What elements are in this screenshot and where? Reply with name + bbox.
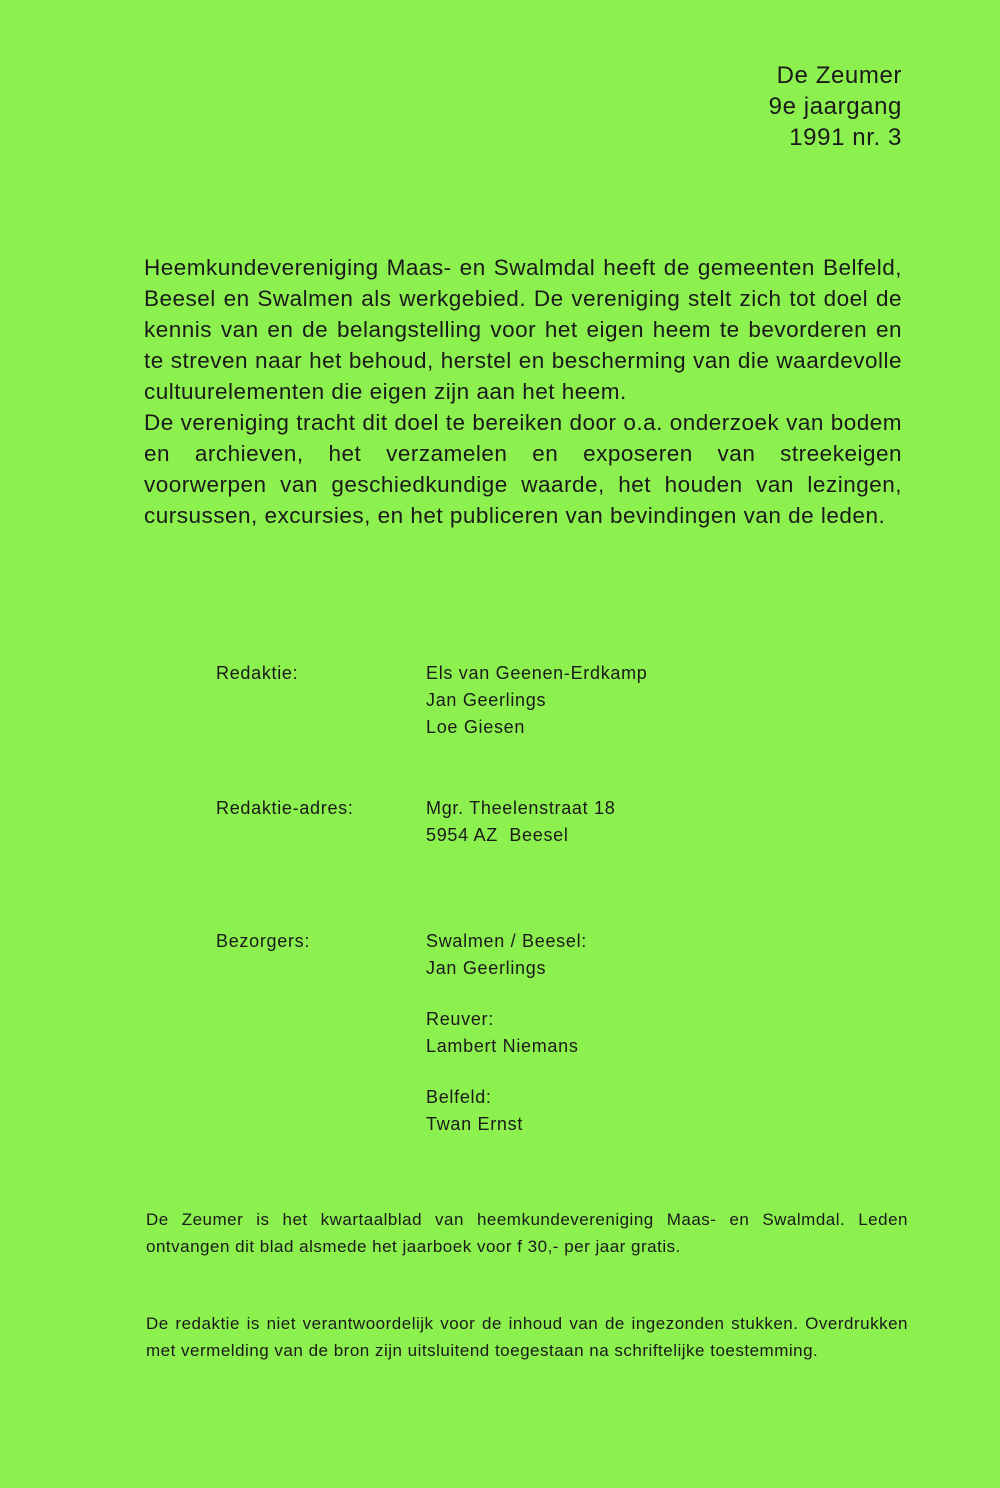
bezorger-group [426, 1006, 587, 1060]
bezorgers-label: Bezorgers: [216, 931, 311, 951]
redaktie-adres-label: Redaktie-adres: [216, 798, 354, 818]
footer-note-2 [146, 1310, 908, 1364]
footer-paragraph-1: De Zeumer is het kwartaalblad van heemkundevereniging Maas- en Swalmdal. Leden ontvangen dit blad alsmede het jaarboek voor f 30,- per jaar gratis. [146, 1210, 908, 1256]
footer-note-1 [146, 1206, 908, 1260]
bezorger-group [426, 1084, 587, 1138]
bezorger-area: Belfeld: [426, 1087, 492, 1107]
footer-paragraph-2: De redaktie is niet verantwoordelijk voor de inhoud van de ingezonden stukken. Overdrukken met vermelding van de bron zijn uitsluitend toegestaan na schriftelijke toestemming. [146, 1314, 908, 1360]
intro-paragraph-2: De vereniging tracht dit doel te bereiken door o.a. onderzoek van bodem en archieven, het verzamelen en exposeren van streekeigen voorwerpen van geschiedkundige waarde, het houden van lezingen, cursussen, excursies, en het publiceren van bevindingen van de leden. [144, 410, 902, 528]
bezorger-name: Twan Ernst [426, 1114, 524, 1134]
redaktie-name: Jan Geerlings [426, 690, 547, 710]
redaktie-name: Loe Giesen [426, 717, 526, 737]
bezorger-area: Reuver: [426, 1009, 494, 1029]
bezorger-name: Jan Geerlings [426, 958, 547, 978]
publication-title: De Zeumer [776, 62, 902, 89]
bezorger-area: Swalmen / Beesel: [426, 931, 587, 951]
publication-issue: 1991 nr. 3 [789, 124, 902, 151]
publication-volume: 9e jaargang [768, 93, 902, 120]
redaktie-adres-lines [426, 795, 615, 849]
intro-text [144, 252, 902, 531]
address-postcode: 5954 AZ Beesel [426, 825, 569, 845]
bezorger-group [426, 928, 587, 982]
bezorger-name: Lambert Niemans [426, 1036, 579, 1056]
publication-header [769, 60, 902, 153]
redaktie-label: Redaktie: [216, 663, 299, 683]
redaktie-names [426, 660, 648, 741]
intro-paragraph-1: Heemkundevereniging Maas- en Swalmdal heeft de gemeenten Belfeld, Beesel en Swalmen als werkgebied. De vereniging stelt zich tot doel de kennis van en de belangstelling voor het eigen heem te bevorderen en te streven naar het behoud, herstel en bescherming van die waardevolle cultuurelementen die eigen zijn aan het heem. [144, 255, 902, 404]
redaktie-name: Els van Geenen-Erdkamp [426, 663, 648, 683]
bezorgers-list [426, 928, 587, 1138]
address-street: Mgr. Theelenstraat 18 [426, 798, 616, 818]
